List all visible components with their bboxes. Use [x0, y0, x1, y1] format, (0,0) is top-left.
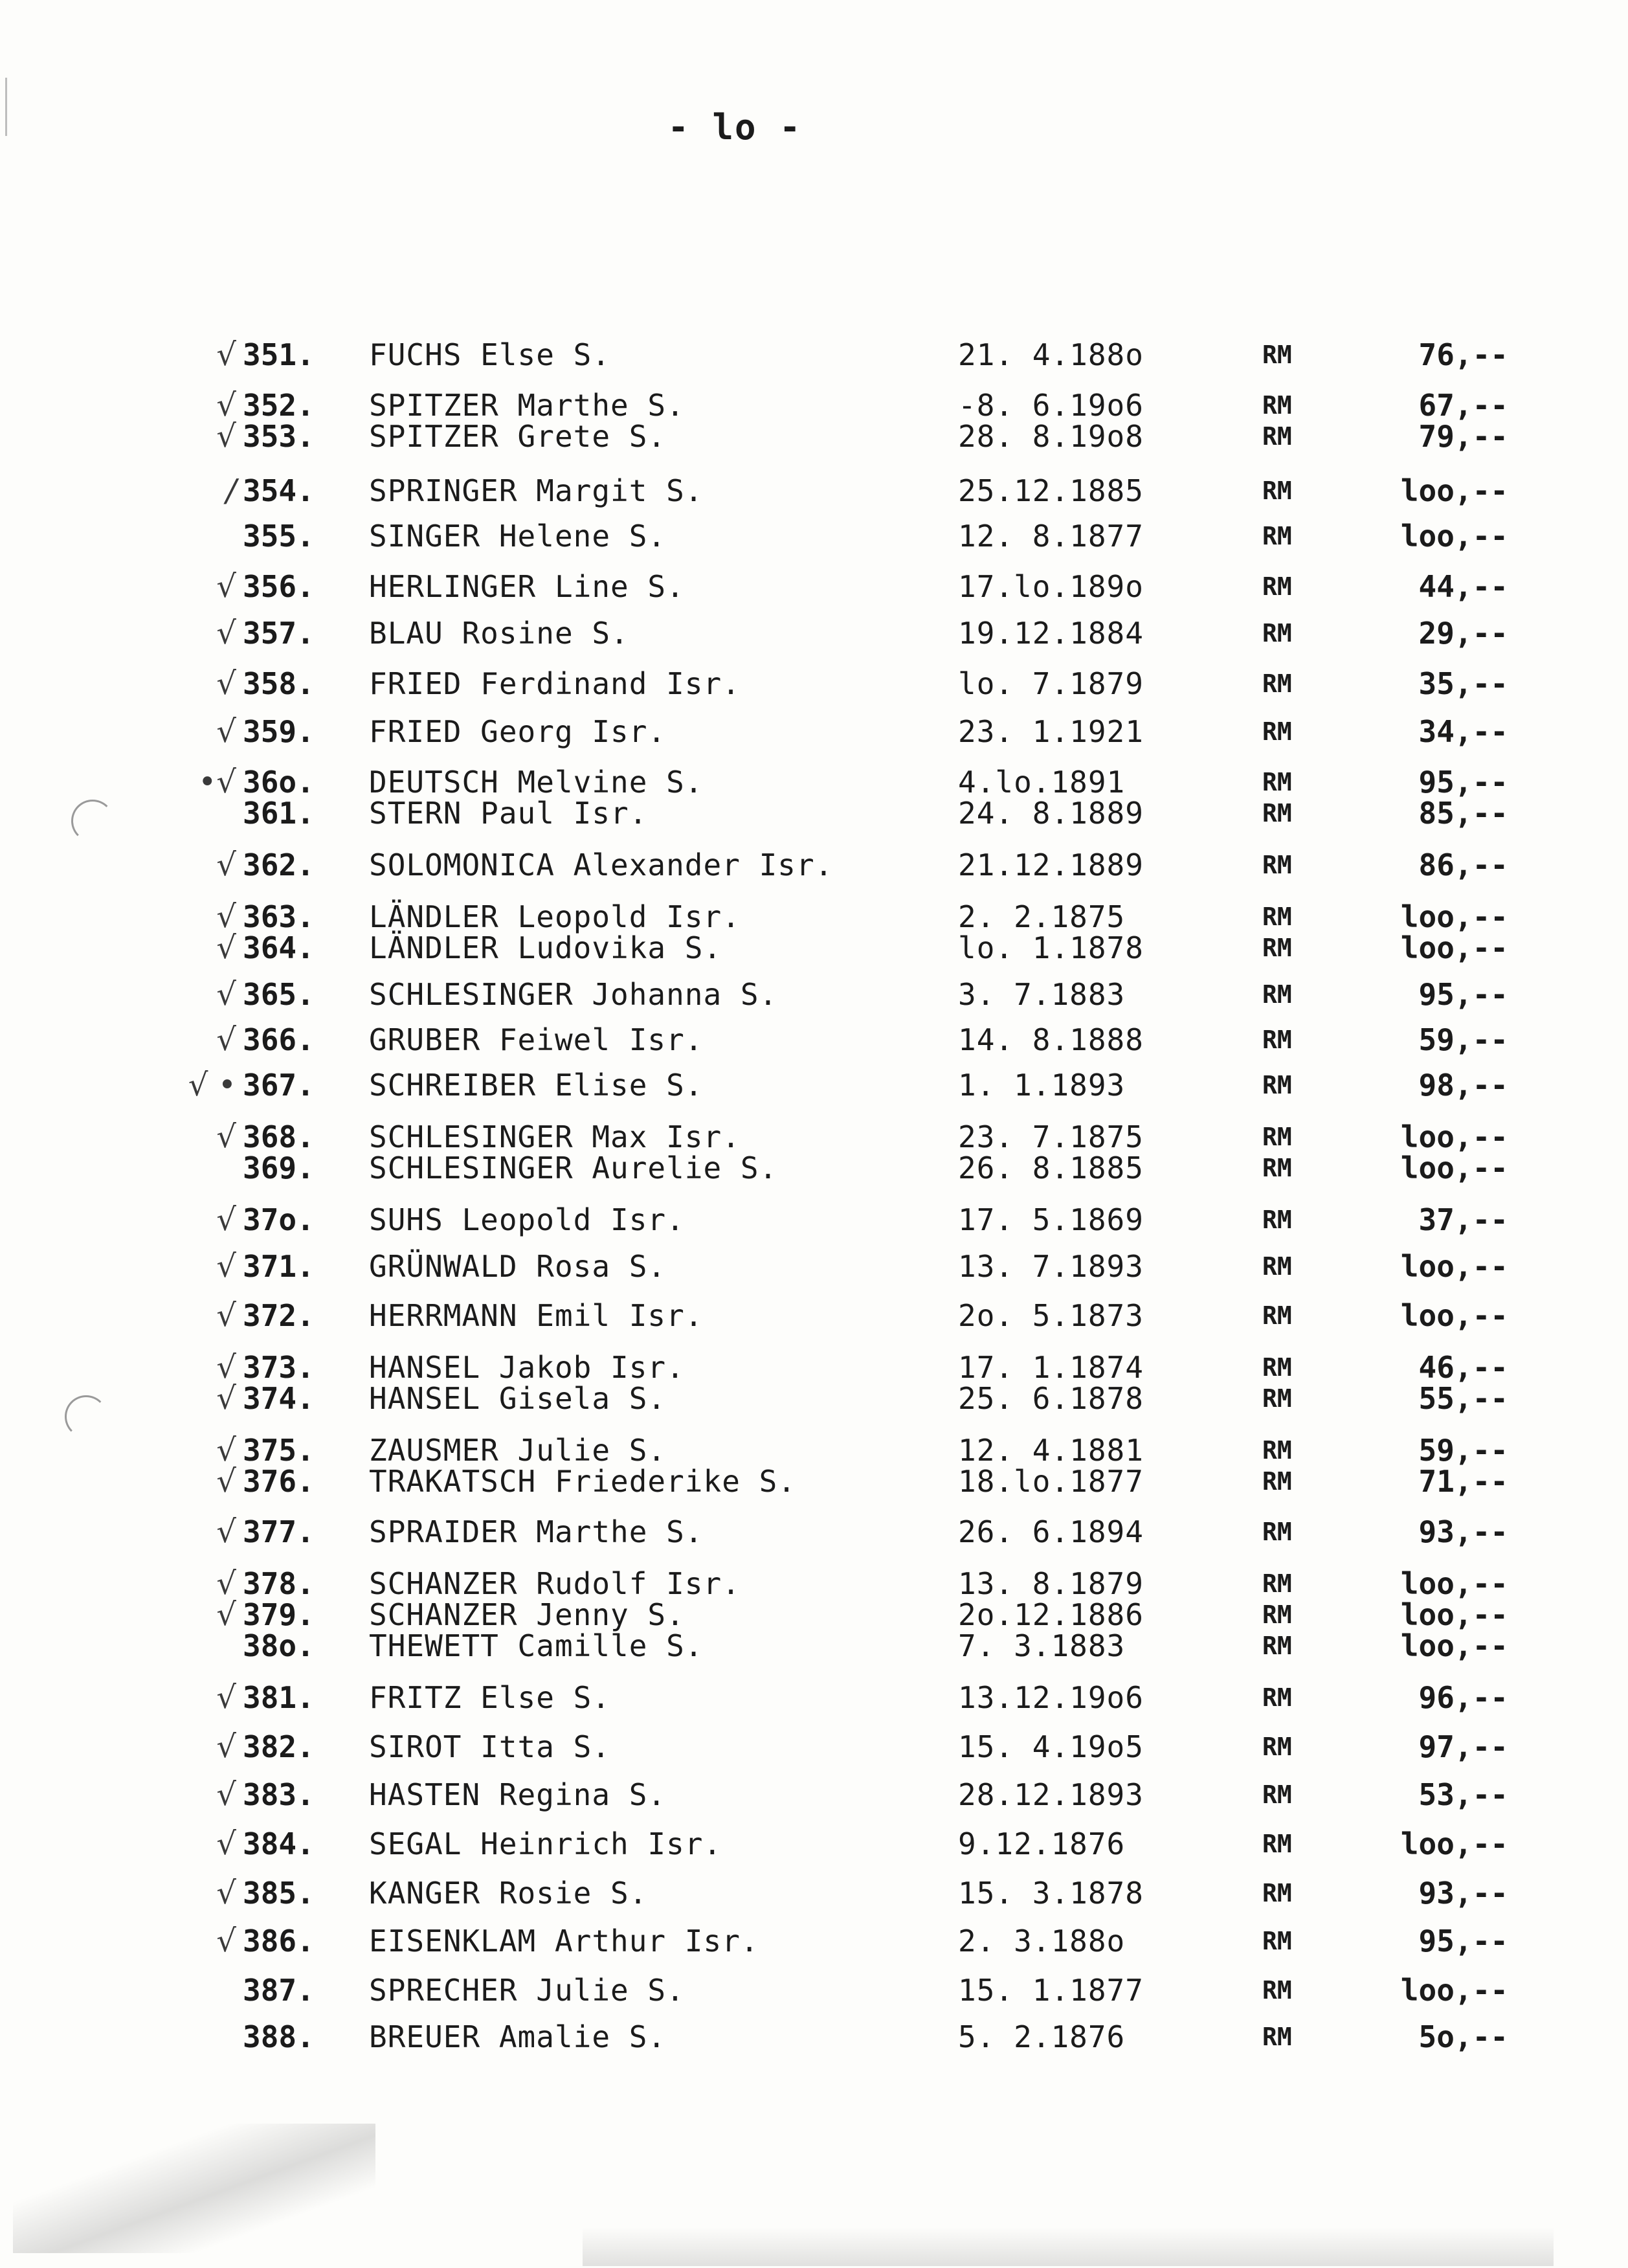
- entry-number: 363.: [243, 899, 315, 934]
- entry-amount: 53,--: [1418, 1777, 1508, 1812]
- entry-name: FRITZ Else S.: [369, 1680, 611, 1715]
- checkmark: √: [216, 1349, 236, 1386]
- entry-number: 364.: [243, 930, 315, 965]
- paper-scuff-mark: [13, 2124, 375, 2253]
- entry-amount: 44,--: [1418, 569, 1508, 604]
- entry-currency: RM: [1262, 1830, 1292, 1858]
- entry-number: 369.: [243, 1151, 315, 1185]
- entry-currency: RM: [1262, 341, 1292, 369]
- entry-currency: RM: [1262, 1683, 1292, 1712]
- entry-currency: RM: [1262, 1632, 1292, 1660]
- entry-name: SUHS Leopold Isr.: [369, 1202, 685, 1237]
- entry-number: 356.: [243, 569, 315, 604]
- entry-name: SCHANZER Jenny S.: [369, 1597, 685, 1632]
- entry-birth-date: lo. 1.1878: [958, 930, 1144, 965]
- entry-name: GRUBER Feiwel Isr.: [369, 1022, 704, 1057]
- checkmark: √: [216, 976, 236, 1013]
- entry-amount: loo,--: [1400, 1119, 1508, 1154]
- entry-number: 361.: [243, 796, 315, 831]
- entry-currency: RM: [1262, 1154, 1292, 1182]
- entry-currency: RM: [1262, 934, 1292, 962]
- entry-amount: loo,--: [1400, 1826, 1508, 1861]
- list-item: [0, 1067, 1628, 1103]
- list-item: [0, 1297, 1628, 1334]
- entry-birth-date: 28. 8.19o8: [958, 419, 1144, 454]
- entry-currency: RM: [1262, 391, 1292, 420]
- entry-amount: 76,--: [1418, 337, 1508, 372]
- entry-name: SCHLESINGER Johanna S.: [369, 977, 778, 1012]
- entry-currency: RM: [1262, 1733, 1292, 1761]
- entry-currency: RM: [1262, 1384, 1292, 1413]
- entry-amount: loo,--: [1400, 519, 1508, 554]
- entry-amount: 71,--: [1418, 1464, 1508, 1499]
- entry-name: LÄNDLER Ludovika S.: [369, 930, 722, 965]
- entry-name: SPITZER Marthe S.: [369, 388, 685, 423]
- checkmark: √: [216, 1380, 236, 1417]
- entry-currency: RM: [1262, 522, 1292, 550]
- entry-name: KANGER Rosie S.: [369, 1876, 648, 1911]
- entry-amount: 86,--: [1418, 848, 1508, 882]
- entry-amount: 98,--: [1418, 1068, 1508, 1103]
- entry-birth-date: 14. 8.1888: [958, 1022, 1144, 1057]
- list-item: [0, 1380, 1628, 1417]
- list-item: [0, 1875, 1628, 1911]
- list-item: [0, 473, 1628, 509]
- list-item: [0, 568, 1628, 605]
- entry-number: 355.: [243, 519, 315, 554]
- entry-currency: RM: [1262, 1123, 1292, 1151]
- entry-amount: 37,--: [1418, 1202, 1508, 1237]
- entry-number: 372.: [243, 1298, 315, 1333]
- entry-number: 353.: [243, 419, 315, 454]
- entry-currency: RM: [1262, 422, 1292, 451]
- entry-name: SINGER Helene S.: [369, 519, 667, 554]
- entry-number: 368.: [243, 1119, 315, 1154]
- entry-birth-date: 2. 2.1875: [958, 899, 1126, 934]
- entry-currency: RM: [1262, 1879, 1292, 1907]
- entry-number: 351.: [243, 337, 315, 372]
- list-item: [0, 1150, 1628, 1186]
- entry-birth-date: 21.12.1889: [958, 848, 1144, 882]
- entry-number: 365.: [243, 977, 315, 1012]
- list-item: [0, 713, 1628, 750]
- entry-name: THEWETT Camille S.: [369, 1628, 704, 1663]
- checkmark: √: [216, 1597, 236, 1633]
- entry-currency: RM: [1262, 669, 1292, 698]
- entry-birth-date: 25.12.1885: [958, 473, 1144, 508]
- entry-currency: RM: [1262, 1927, 1292, 1955]
- list-item: [0, 1826, 1628, 1862]
- entry-amount: loo,--: [1400, 1597, 1508, 1632]
- entry-number: 36o.: [243, 765, 315, 800]
- entry-amount: 97,--: [1418, 1729, 1508, 1764]
- entry-name: BREUER Amalie S.: [369, 2019, 667, 2054]
- checkmark: √: [216, 1875, 236, 1911]
- list-item: [0, 615, 1628, 651]
- entry-name: FUCHS Else S.: [369, 337, 611, 372]
- checkmark: √: [216, 337, 236, 373]
- entry-amount: loo,--: [1400, 1249, 1508, 1284]
- entry-amount: 35,--: [1418, 666, 1508, 701]
- entry-number: 362.: [243, 848, 315, 882]
- entry-birth-date: 12. 4.1881: [958, 1433, 1144, 1468]
- entry-currency: RM: [1262, 768, 1292, 796]
- entry-name: FRIED Georg Isr.: [369, 714, 667, 749]
- list-item: [0, 976, 1628, 1013]
- entry-number: 352.: [243, 388, 315, 423]
- list-item: [0, 847, 1628, 883]
- entry-name: GRÜNWALD Rosa S.: [369, 1249, 667, 1284]
- entry-birth-date: 26. 6.1894: [958, 1514, 1144, 1549]
- entry-amount: 95,--: [1418, 1924, 1508, 1959]
- entry-birth-date: 13. 8.1879: [958, 1566, 1144, 1601]
- entry-amount: 67,--: [1418, 388, 1508, 423]
- entry-currency: RM: [1262, 1301, 1292, 1330]
- list-item: [0, 1022, 1628, 1058]
- entry-amount: 85,--: [1418, 796, 1508, 831]
- entry-birth-date: 28.12.1893: [958, 1777, 1144, 1812]
- entry-currency: RM: [1262, 903, 1292, 931]
- entry-birth-date: 18.lo.1877: [958, 1464, 1144, 1499]
- checkmark: √: [216, 1729, 236, 1765]
- entry-name: LÄNDLER Leopold Isr.: [369, 899, 741, 934]
- entry-currency: RM: [1262, 1206, 1292, 1234]
- entry-currency: RM: [1262, 980, 1292, 1009]
- entry-name: EISENKLAM Arthur Isr.: [369, 1924, 759, 1959]
- checkmark: √: [216, 1566, 236, 1602]
- entry-birth-date: 15. 1.1877: [958, 1973, 1144, 2008]
- checkmark: √: [216, 1463, 236, 1499]
- entry-name: SOLOMONICA Alexander Isr.: [369, 848, 834, 882]
- entry-number: 382.: [243, 1729, 315, 1764]
- entry-birth-date: lo. 7.1879: [958, 666, 1144, 701]
- entry-birth-date: 4.lo.1891: [958, 765, 1126, 800]
- checkmark: √: [216, 847, 236, 883]
- list-item: [0, 337, 1628, 373]
- entry-currency: RM: [1262, 572, 1292, 601]
- list-item: [0, 1248, 1628, 1285]
- entry-birth-date: 2. 3.188o: [958, 1924, 1126, 1959]
- entry-amount: loo,--: [1400, 930, 1508, 965]
- paper-edge-shadow: [583, 2227, 1554, 2266]
- checkmark: √: [216, 568, 236, 605]
- entry-name: SIROT Itta S.: [369, 1729, 611, 1764]
- checkmark: •√: [198, 764, 236, 800]
- entry-currency: RM: [1262, 477, 1292, 505]
- checkmark: √: [216, 615, 236, 651]
- entry-name: SCHANZER Rudolf Isr.: [369, 1566, 741, 1601]
- entry-number: 377.: [243, 1514, 315, 1549]
- entry-number: 379.: [243, 1597, 315, 1632]
- list-item: [0, 518, 1628, 554]
- entry-number: 387.: [243, 1973, 315, 2008]
- entry-amount: 95,--: [1418, 765, 1508, 800]
- checkmark: √: [216, 713, 236, 750]
- entry-number: 385.: [243, 1876, 315, 1911]
- list-item: [0, 1777, 1628, 1813]
- entry-birth-date: 17. 5.1869: [958, 1202, 1144, 1237]
- entry-currency: RM: [1262, 799, 1292, 827]
- entry-number: 371.: [243, 1249, 315, 1284]
- checkmark: √: [216, 1202, 236, 1238]
- entry-birth-date: 5. 2.1876: [958, 2019, 1126, 2054]
- entry-name: SPRINGER Margit S.: [369, 473, 704, 508]
- entry-currency: RM: [1262, 1252, 1292, 1281]
- entry-currency: RM: [1262, 1600, 1292, 1629]
- list-item: [0, 1679, 1628, 1716]
- entry-birth-date: 19.12.1884: [958, 616, 1144, 651]
- entry-name: HANSEL Jakob Isr.: [369, 1350, 685, 1385]
- entry-name: TRAKATSCH Friederike S.: [369, 1464, 796, 1499]
- checkmark: √: [216, 1923, 236, 1959]
- page-number: - lo -: [667, 107, 802, 148]
- entry-amount: loo,--: [1400, 1298, 1508, 1333]
- entry-currency: RM: [1262, 1467, 1292, 1496]
- entry-amount: loo,--: [1400, 1566, 1508, 1601]
- entry-amount: 59,--: [1418, 1022, 1508, 1057]
- entry-name: SCHREIBER Elise S.: [369, 1068, 704, 1103]
- checkmark: √: [216, 1826, 236, 1862]
- checkmark: √: [216, 666, 236, 702]
- entry-birth-date: -8. 6.19o6: [958, 388, 1144, 423]
- entry-birth-date: 9.12.1876: [958, 1826, 1126, 1861]
- entry-number: 366.: [243, 1022, 315, 1057]
- entry-amount: 93,--: [1418, 1876, 1508, 1911]
- entry-birth-date: 12. 8.1877: [958, 519, 1144, 554]
- checkmark: √: [216, 1022, 236, 1058]
- entry-amount: loo,--: [1400, 473, 1508, 508]
- entry-amount: 96,--: [1418, 1680, 1508, 1715]
- entry-amount: 95,--: [1418, 977, 1508, 1012]
- entry-amount: loo,--: [1400, 1628, 1508, 1663]
- list-item: [0, 930, 1628, 966]
- entry-number: 37o.: [243, 1202, 315, 1237]
- entry-birth-date: 3. 7.1883: [958, 977, 1126, 1012]
- entry-name: HERRMANN Emil Isr.: [369, 1298, 704, 1333]
- entry-number: 386.: [243, 1924, 315, 1959]
- checkmark: √ •: [188, 1067, 236, 1103]
- checkmark: √: [216, 1514, 236, 1550]
- entry-name: SPRECHER Julie S.: [369, 1973, 685, 2008]
- checkmark: √: [216, 1297, 236, 1334]
- entry-amount: 93,--: [1418, 1514, 1508, 1549]
- entry-amount: 46,--: [1418, 1350, 1508, 1385]
- entry-amount: loo,--: [1400, 1151, 1508, 1185]
- entry-name: FRIED Ferdinand Isr.: [369, 666, 741, 701]
- entry-currency: RM: [1262, 1026, 1292, 1054]
- entry-birth-date: 17. 1.1874: [958, 1350, 1144, 1385]
- entry-birth-date: 2o. 5.1873: [958, 1298, 1144, 1333]
- entry-birth-date: 7. 3.1883: [958, 1628, 1126, 1663]
- entry-birth-date: 17.lo.189o: [958, 569, 1144, 604]
- entry-amount: 5o,--: [1418, 2019, 1508, 2054]
- entry-currency: RM: [1262, 619, 1292, 647]
- entry-amount: 34,--: [1418, 714, 1508, 749]
- entry-name: SEGAL Heinrich Isr.: [369, 1826, 722, 1861]
- entry-number: 373.: [243, 1350, 315, 1385]
- entry-name: HERLINGER Line S.: [369, 569, 685, 604]
- entry-number: 374.: [243, 1381, 315, 1416]
- entry-name: DEUTSCH Melvine S.: [369, 765, 704, 800]
- list-item: [0, 418, 1628, 455]
- entry-amount: 55,--: [1418, 1381, 1508, 1416]
- checkmark: /: [225, 473, 236, 509]
- entry-currency: RM: [1262, 1569, 1292, 1598]
- entry-birth-date: 13. 7.1893: [958, 1249, 1144, 1284]
- list-item: [0, 1202, 1628, 1238]
- checkmark: √: [216, 418, 236, 455]
- entry-currency: RM: [1262, 1976, 1292, 2004]
- entry-number: 383.: [243, 1777, 315, 1812]
- entry-birth-date: 1. 1.1893: [958, 1068, 1126, 1103]
- entry-currency: RM: [1262, 2023, 1292, 2051]
- entry-name: STERN Paul Isr.: [369, 796, 648, 831]
- entry-name: BLAU Rosine S.: [369, 616, 629, 651]
- entry-birth-date: 24. 8.1889: [958, 796, 1144, 831]
- entry-number: 381.: [243, 1680, 315, 1715]
- entry-currency: RM: [1262, 1353, 1292, 1382]
- entry-birth-date: 15. 4.19o5: [958, 1729, 1144, 1764]
- entry-number: 38o.: [243, 1628, 315, 1663]
- entry-amount: loo,--: [1400, 899, 1508, 934]
- list-item: [0, 1628, 1628, 1664]
- list-item: [0, 795, 1628, 831]
- entry-birth-date: 23. 1.1921: [958, 714, 1144, 749]
- checkmark: √: [216, 899, 236, 935]
- checkmark: √: [216, 1248, 236, 1285]
- entry-birth-date: 25. 6.1878: [958, 1381, 1144, 1416]
- list-item: [0, 1972, 1628, 2008]
- list-item: [0, 2019, 1628, 2055]
- entry-name: SPRAIDER Marthe S.: [369, 1514, 704, 1549]
- entry-currency: RM: [1262, 1436, 1292, 1465]
- entry-name: SCHLESINGER Max Isr.: [369, 1119, 741, 1154]
- entry-number: 388.: [243, 2019, 315, 2054]
- entry-number: 358.: [243, 666, 315, 701]
- checkmark: √: [216, 1679, 236, 1716]
- entry-currency: RM: [1262, 1780, 1292, 1809]
- entry-amount: 79,--: [1418, 419, 1508, 454]
- list-item: [0, 666, 1628, 702]
- entry-name: SCHLESINGER Aurelie S.: [369, 1151, 778, 1185]
- entry-number: 357.: [243, 616, 315, 651]
- entry-number: 375.: [243, 1433, 315, 1468]
- entry-birth-date: 13.12.19o6: [958, 1680, 1144, 1715]
- entry-birth-date: 21. 4.188o: [958, 337, 1144, 372]
- entry-name: HANSEL Gisela S.: [369, 1381, 667, 1416]
- entry-number: 367.: [243, 1068, 315, 1103]
- entry-currency: RM: [1262, 1518, 1292, 1546]
- entry-number: 359.: [243, 714, 315, 749]
- entry-birth-date: 26. 8.1885: [958, 1151, 1144, 1185]
- checkmark: √: [216, 930, 236, 966]
- entry-number: 378.: [243, 1566, 315, 1601]
- entry-birth-date: 15. 3.1878: [958, 1876, 1144, 1911]
- entry-amount: 29,--: [1418, 616, 1508, 651]
- entry-name: ZAUSMER Julie S.: [369, 1433, 667, 1468]
- checkmark: √: [216, 1432, 236, 1468]
- entry-number: 354.: [243, 473, 315, 508]
- checkmark: √: [216, 387, 236, 423]
- entry-birth-date: 2o.12.1886: [958, 1597, 1144, 1632]
- list-item: [0, 1923, 1628, 1959]
- entry-birth-date: 23. 7.1875: [958, 1119, 1144, 1154]
- list-item: [0, 1514, 1628, 1550]
- entry-amount: loo,--: [1400, 1973, 1508, 2008]
- entry-name: SPITZER Grete S.: [369, 419, 667, 454]
- entry-number: 384.: [243, 1826, 315, 1861]
- entry-currency: RM: [1262, 851, 1292, 879]
- entry-currency: RM: [1262, 1071, 1292, 1099]
- checkmark: √: [216, 1777, 236, 1813]
- list-item: [0, 1729, 1628, 1765]
- list-item: [0, 1463, 1628, 1499]
- entry-number: 376.: [243, 1464, 315, 1499]
- entry-name: HASTEN Regina S.: [369, 1777, 667, 1812]
- entry-currency: RM: [1262, 717, 1292, 746]
- checkmark: √: [216, 1119, 236, 1155]
- entry-amount: 59,--: [1418, 1433, 1508, 1468]
